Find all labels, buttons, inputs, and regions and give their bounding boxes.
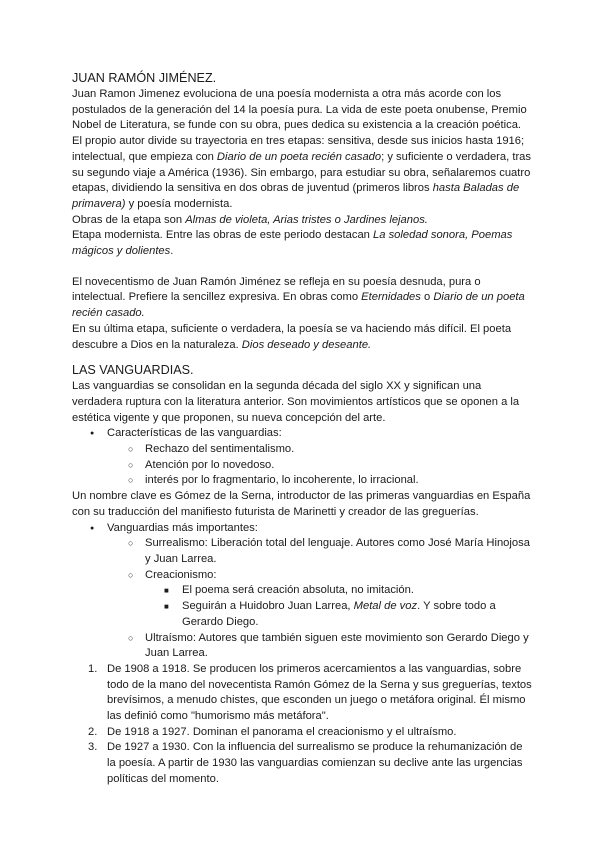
stage-text: De 1918 a 1927. Dominan el panorama el creacionismo y el ultraísmo.	[107, 725, 457, 738]
paragraph-youth-works	[72, 213, 534, 229]
features-list	[72, 426, 534, 489]
movement-creacionismo: ○ Creacionismo:	[72, 568, 534, 584]
text: Seguirán a Huidobro Juan Larrea,	[182, 600, 354, 613]
work-title: Metal de voz	[353, 600, 418, 613]
creacionismo-item	[72, 599, 534, 630]
text: o	[420, 291, 434, 304]
paragraph-modernist	[72, 228, 534, 259]
text: y poesía modernista.	[125, 197, 233, 210]
paragraph-gomez-serna: Un nombre clave es Gómez de la Serna, introductor de las primeras vanguardias en España con su traducción del manifiesto futurista de Marinetti y creador de las greguerías.	[72, 490, 531, 518]
stage-item	[72, 725, 534, 741]
work-title: Eternidades	[361, 291, 421, 304]
bullet-features-title: ● Características de las vanguardias:	[72, 426, 534, 442]
stage-number: 3.	[88, 741, 98, 754]
paragraph-vanguardias-intro: Las vanguardias se consolidan en la segunda década del siglo XX y significan una verdadera ruptura con la literatura anterior. Son movimientos artísticos que se oponen a la estética vigente y que proponen, su nueva concepción del arte.	[72, 380, 520, 424]
paragraph-last-stage	[72, 322, 534, 353]
feature-item: ○ Rechazo del sentimentalismo.	[72, 442, 534, 458]
stage-text: De 1908 a 1918. Se producen los primeros acercamientos a las vanguardias, sobre todo de la mano del novecentista Ramón Gómez de la Serna y sus greguerías, textos brevísimos, a menudo chistes, que esconden un juego o metáfora original. Él mismo las definió como "humorismo más metáfora".	[107, 662, 532, 723]
stage-number: 2.	[88, 725, 98, 738]
text: ; y suficiente o verdadera, tras su segundo viaje a América (1936). Sin embargo, para estudiar su obra, señalaremos cuatro etapas, dividiendo la sensitiva en dos obras de juventud (primeros libros	[72, 150, 531, 195]
text: El novecentismo de Juan Ramón Jiménez se refleja en su poesía desnuda, pura o intelectual. Prefiere la sencillez expresiva. En obras como	[72, 275, 481, 304]
text: .	[170, 245, 174, 258]
paragraph-novecentismo	[72, 275, 534, 322]
section-title-juan-ramon: JUAN RAMÓN JIMÉNEZ.	[72, 71, 217, 85]
text: Etapa modernista. Entre las obras de este periodo destacan	[72, 229, 374, 242]
work-title: Diario de un poeta recién casado	[216, 150, 382, 163]
movement-ultraismo: ○ Ultraísmo: Autores que también siguen este movimiento son Gerardo Diego y Juan Larrea.	[72, 631, 534, 662]
feature-item: ○ Atención por lo novedoso.	[72, 458, 534, 474]
creacionismo-item: ■ El poema será creación absoluta, no imitación.	[72, 583, 534, 599]
movement-surrealismo: ○ Surrealismo: Liberación total del lenguaje. Autores como José María Hinojosa y Juan Larrea.	[72, 536, 534, 567]
section-title-vanguardias: LAS VANGUARDIAS.	[72, 363, 194, 378]
spacer	[72, 260, 534, 275]
work-title: Almas de violeta, Arias tristes o Jardines lejanos.	[185, 213, 428, 226]
stages-list	[72, 662, 534, 788]
stage-item	[72, 662, 534, 725]
work-title: hasta Baladas de primavera)	[72, 182, 520, 210]
text: . Y sobre todo a Gerardo Diego.	[182, 600, 496, 628]
feature-item: ○ interés por lo fragmentario, lo incoherente, lo irracional.	[72, 473, 534, 489]
work-title: Diario de un poeta recién casado.	[72, 291, 525, 320]
stage-item	[72, 740, 534, 787]
bullet-main-title: ● Vanguardias más importantes:	[72, 521, 534, 537]
movements-list	[72, 521, 534, 662]
text: En su última etapa, suficiente o verdadera, la poesía se va haciendo más difícil. El poeta descubre a Dios en la naturaleza.	[72, 322, 512, 351]
text: Obras de la etapa son	[72, 213, 186, 226]
paragraph-intro: Juan Ramon Jimenez evoluciona de una poesía modernista a otra más acorde con los postulados de la generación del 14 la poesía pura. La vida de este poeta onubense, Premio Nobel de Literatura, se funde con su obra, pues dedica su existencia a la creación poética.	[72, 88, 527, 132]
stage-number: 1.	[88, 662, 98, 675]
stage-text: De 1927 a 1930. Con la influencia del surrealismo se produce la rehumanización de la poesía. A partir de 1930 las vanguardias comienzan su declive ante las urgencias políticas del momento.	[107, 741, 523, 785]
work-title: La soledad sonora, Poemas mágicos y dolientes	[72, 229, 513, 258]
work-title: Dios deseado y deseante.	[241, 338, 372, 351]
paragraph-stages	[72, 134, 534, 213]
text: El propio autor divide su trayectoria en tres etapas: sensitiva, desde sus inicios hasta 1916; intelectual, que empieza con	[72, 135, 525, 163]
